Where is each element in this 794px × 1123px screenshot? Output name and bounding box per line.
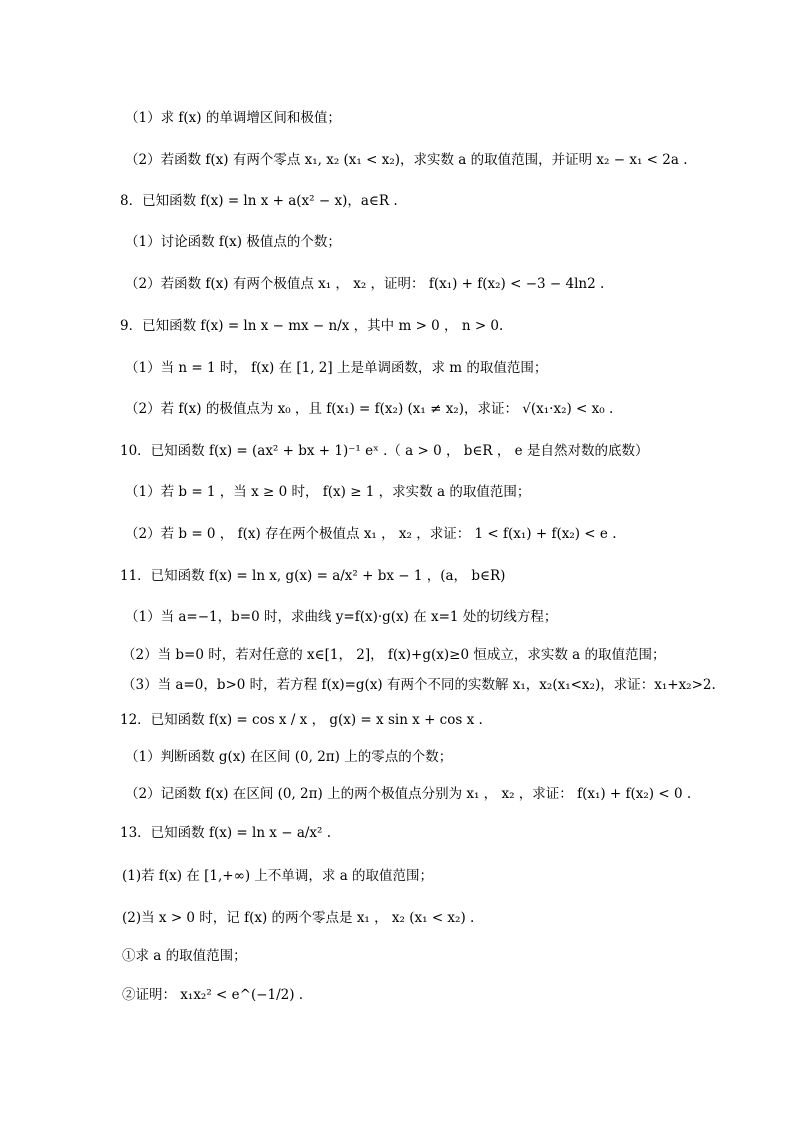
text-line-18: （2）记函数 f(x) 在区间 (0, 2π) 上的两个极值点分别为 x₁ ， x₂ ，求证： f(x₁) + f(x₂) < 0 . [125, 786, 692, 802]
text-line-11: （2）若 b = 0 ， f(x) 存在两个极值点 x₁ ， x₂ ，求证： 1 < f(x₁) + f(x₂) < e . [125, 526, 617, 542]
text-line-22: ①求 a 的取值范围； [122, 948, 247, 964]
text-line-13: （1）当 a=−1，b=0 时，求曲线 y=f(x)·g(x) 在 x=1 处的切线方程； [125, 609, 558, 625]
text-line-10: （1）若 b = 1 ，当 x ≥ 0 时， f(x) ≥ 1 ，求实数 a 的取值范围； [125, 484, 531, 500]
problem-12-title: 12．已知函数 f(x) = cos x / x ， g(x) = x sin x + cos x . [120, 712, 483, 728]
text-line-17: （1）判断函数 g(x) 在区间 (0, 2π) 上的零点的个数； [125, 749, 453, 765]
problem-10-title: 10．已知函数 f(x) = (ax² + bx + 1)⁻¹ eˣ .（ a > 0 ， b∈R ， e 是自然对数的底数） [120, 443, 649, 459]
text-line-1: （1）求 f(x) 的单调增区间和极值； [125, 110, 341, 126]
text-line-5: （2）若函数 f(x) 有两个极值点 x₁ ， x₂ ，证明： f(x₁) + f(x₂) < −3 − 4ln2 . [125, 276, 605, 292]
problem-9-title: 9．已知函数 f(x) = ln x − mx − n/x ，其中 m > 0 ， n > 0. [120, 318, 504, 334]
text-line-23: ②证明： x₁x₂² < e^(−1/2) . [122, 987, 304, 1003]
problem-13-title: 13．已知函数 f(x) = ln x − a/x² . [120, 825, 332, 841]
text-line-8: （2）若 f(x) 的极值点为 x₀ ，且 f(x₁) = f(x₂) (x₁ ≠ x₂)，求证： √(x₁·x₂) < x₀ . [125, 401, 614, 417]
text-line-14: （2）当 b=0 时，若对任意的 x∈[1， 2]， f(x)+g(x)≥0 恒成立，求实数 a 的取值范围； [122, 647, 666, 663]
text-line-20: (1)若 f(x) 在 [1,+∞) 上不单调，求 a 的取值范围； [122, 868, 434, 884]
text-line-2: （2）若函数 f(x) 有两个零点 x₁, x₂ (x₁ < x₂)，求实数 a 的取值范围，并证明 x₂ − x₁ < 2a . [125, 152, 688, 168]
text-line-15: （3）当 a=0，b>0 时，若方程 f(x)=g(x) 有两个不同的实数解 x₁，x₂(x₁<x₂)，求证：x₁+x₂>2. [122, 677, 716, 693]
problem-8-title: 8．已知函数 f(x) = ln x + a(x² − x)，a∈R . [120, 193, 398, 209]
text-line-7: （1）当 n = 1 时， f(x) 在 [1, 2] 上是单调函数，求 m 的取值范围； [125, 360, 548, 376]
text-line-21: (2)当 x > 0 时，记 f(x) 的两个零点是 x₁ ， x₂ (x₁ < x₂) . [122, 910, 475, 926]
text-line-4: （1）讨论函数 f(x) 极值点的个数； [125, 234, 341, 250]
problem-11-title: 11．已知函数 f(x) = ln x, g(x) = a/x² + bx − 1 ，(a， b∈R) [120, 568, 506, 584]
